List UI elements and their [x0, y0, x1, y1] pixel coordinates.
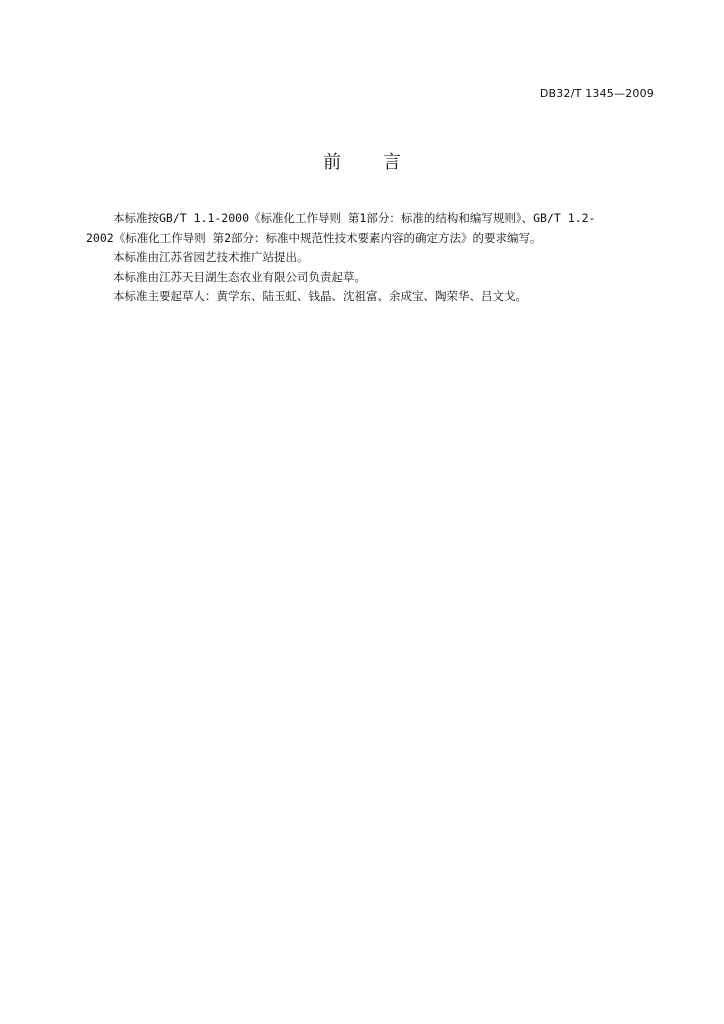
foreword-paragraph-4: 本标准主要起草人：黄学东、陆玉虹、钱晶、沈祖富、余成宝、陶荣华、吕文戈。: [113, 289, 527, 303]
page-title: 前 言: [323, 152, 419, 173]
document-code: DB32/T 1345—2009: [539, 87, 654, 100]
paragraph-1-line-1: 本标准按GB/T 1.1-2000《标准化工作导则 第1部分：标准的结构和编写规则》、GB/T 1.2-: [113, 211, 596, 225]
foreword-paragraph-3: 本标准由江苏天目湖生态农业有限公司负责起草。: [113, 269, 366, 284]
paragraph-1-line-2: 2002《标准化工作导则 第2部分：标准中规范性技术要素内容的确定方法》的要求编写。: [86, 230, 542, 245]
foreword-body: [86, 209, 658, 307]
foreword-paragraph-1: [86, 209, 658, 248]
foreword-paragraph-2: 本标准由江苏省园艺技术推广站提出。: [113, 250, 309, 264]
